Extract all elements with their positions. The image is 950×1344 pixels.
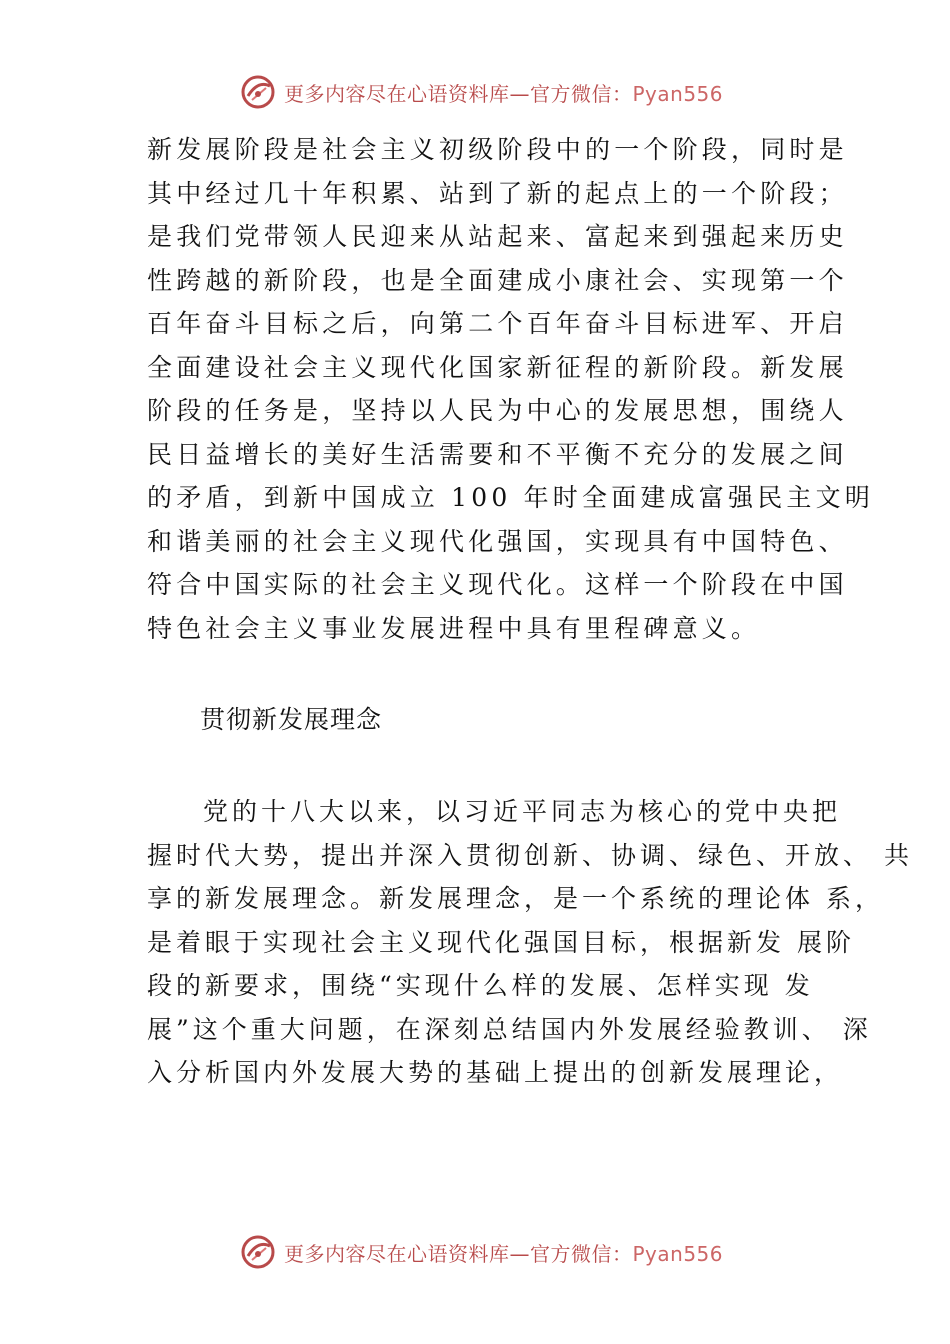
text-line: 入分析国内外发展大势的基础上提出的创新发展理论， bbox=[147, 1058, 844, 1087]
section-heading: 贯彻新发展理念 bbox=[200, 705, 383, 734]
text-line: 段的新要求，围绕“实现什么样的发展、怎样实现 发 bbox=[147, 971, 814, 1000]
text-line: 性跨越的新阶段，也是全面建成小康社会、实现第一个 bbox=[147, 265, 848, 295]
watermark-wechat-label: 官方微信： bbox=[530, 1241, 633, 1266]
text-line: 百年奋斗目标之后，向第二个百年奋斗目标进军、开启 bbox=[147, 309, 848, 338]
text-line: 民日益增长的美好生活需要和不平衡不充分的发展之间 bbox=[147, 439, 848, 469]
text-line: 特色社会主义事业发展进程中具有里程碑意义。 bbox=[147, 613, 761, 643]
watermark-text bbox=[284, 78, 723, 107]
text-line: 阶段的任务是，坚持以人民为中心的发展思想，围绕人 bbox=[147, 396, 848, 425]
text-line: 和谐美丽的社会主义现代化强国，实现具有中国特色、 bbox=[147, 526, 848, 556]
watermark-separator: — bbox=[509, 1241, 530, 1266]
seal-logo-icon bbox=[240, 74, 276, 110]
text-line: 党的十八大以来，以习近平同志为核心的党中央把 bbox=[203, 797, 842, 826]
text-line: 全面建设社会主义现代化国家新征程的新阶段。新发展 bbox=[147, 352, 848, 382]
text-line: 其中经过几十年积累、站到了新的起点上的一个阶段； bbox=[147, 178, 848, 208]
paragraph-new-development-concept bbox=[147, 790, 913, 1095]
text-line: 是我们党带领人民迎来从站起来、富起来到强起来历史 bbox=[147, 222, 848, 251]
watermark-slogan: 更多内容尽在心语资料库 bbox=[284, 81, 510, 106]
text-line: 的矛盾，到新中国成立 100 年时全面建成富强民主文明 bbox=[147, 483, 875, 512]
text-line: 享的新发展理念。新发展理念，是一个系统的理论体 系， bbox=[147, 884, 884, 913]
text-line: 握时代大势，提出并深入贯彻创新、协调、绿色、开放、 共 bbox=[147, 840, 913, 870]
watermark-wechat-id: Pyan556 bbox=[632, 1241, 724, 1266]
watermark-wechat-id: Pyan556 bbox=[632, 81, 724, 106]
seal-logo-icon bbox=[240, 1234, 276, 1270]
text-line: 新发展阶段是社会主义初级阶段中的一个阶段，同时是 bbox=[147, 135, 848, 164]
watermark-separator: — bbox=[509, 81, 530, 106]
paragraph-new-stage bbox=[147, 128, 875, 650]
footer-watermark bbox=[240, 1232, 800, 1272]
watermark-text bbox=[284, 1238, 723, 1267]
watermark-wechat-label: 官方微信： bbox=[530, 81, 633, 106]
header-watermark bbox=[240, 72, 800, 112]
text-line: 是着眼于实现社会主义现代化强国目标，根据新发 展阶 bbox=[147, 927, 855, 957]
watermark-slogan: 更多内容尽在心语资料库 bbox=[284, 1241, 510, 1266]
text-line: 符合中国实际的社会主义现代化。这样一个阶段在中国 bbox=[147, 570, 848, 599]
text-line: 展”这个重大问题，在深刻总结国内外发展经验教训、 深 bbox=[147, 1014, 872, 1044]
